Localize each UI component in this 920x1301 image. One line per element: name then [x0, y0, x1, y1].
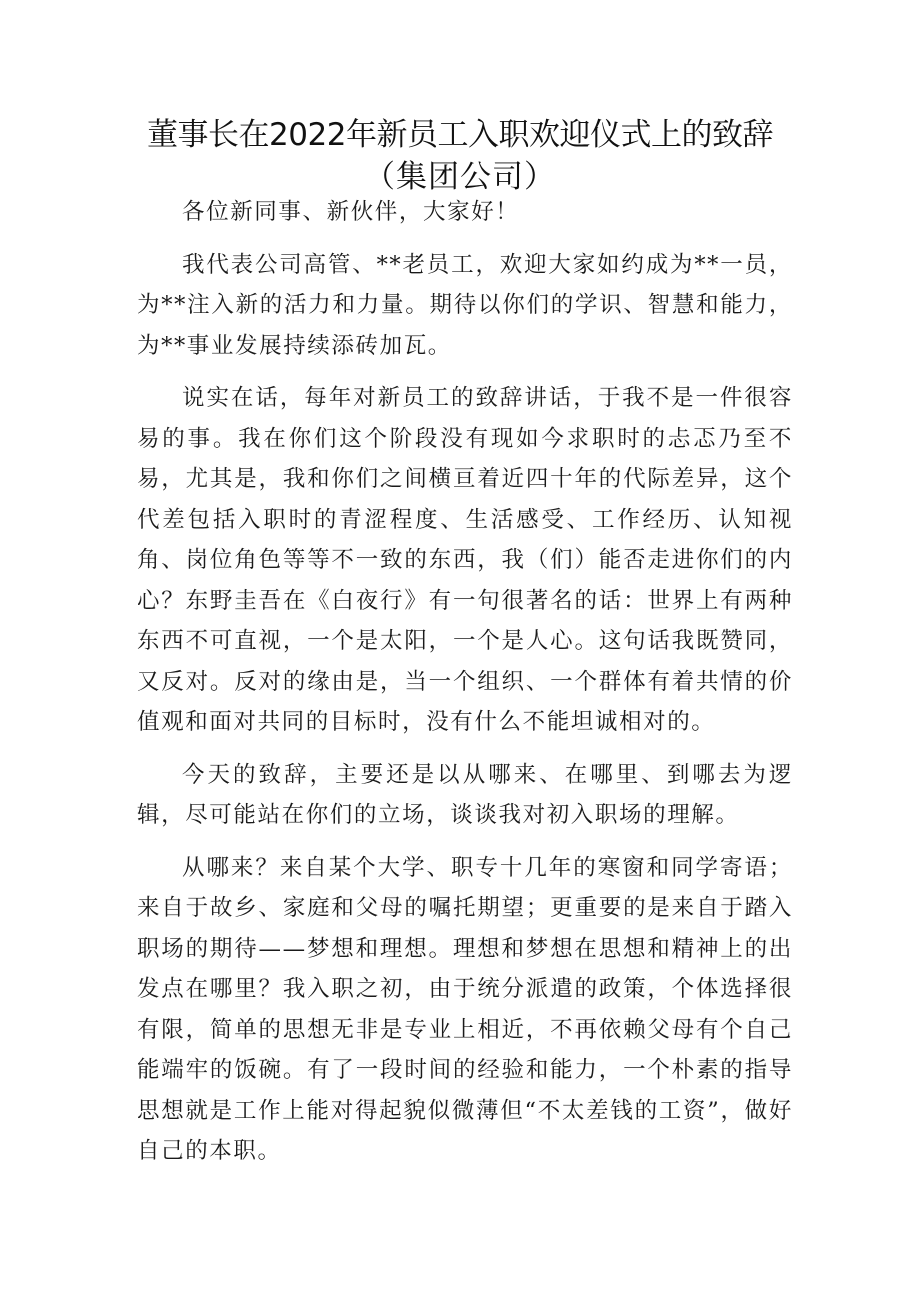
body-paragraph-1: 我代表公司高管、**老员工，欢迎大家如约成为**一员，为**注入新的活力和力量。期待以你们的学识、智慧和能力，为**事业发展持续添砖加瓦。: [137, 251, 793, 359]
body-paragraph-3: 今天的致辞，主要还是以从哪来、在哪里、到哪去为逻辑，尽可能站在你们的立场，谈谈我对初入职场的理解。: [137, 761, 793, 828]
document-subtitle: （集团公司）: [364, 159, 556, 195]
body-paragraph-4: 从哪来？来自某个大学、职专十几年的寒窗和同学寄语；来自于故乡、家庭和父母的嘱托期望；更重要的是来自于踏入职场的期待——梦想和理想。理想和梦想在思想和精神上的出发点在哪里？我入职之初，由于统分派遣的政策，个体选择很有限，简单的思想无非是专业上相近，不再依赖父母有个自己能端牢的饭碗。有了一段时间的经验和能力，一个朴素的指导思想就是工作上能对得起貌似微薄但“不太差钱的工资”，做好自己的本职。: [137, 854, 793, 1164]
document-title: 董事长在2022年新员工入职欢迎仪式上的致辞: [147, 117, 773, 153]
body-paragraph-2: 说实在话，每年对新员工的致辞讲话，于我不是一件很容易的事。我在你们这个阶段没有现如今求职时的忐忑乃至不易，尤其是，我和你们之间横亘着近四十年的代际差异，这个代差包括入职时的青涩程度、生活感受、工作经历、认知视角、岗位角色等等不一致的东西，我（们）能否走进你们的内心？东野圭吾在《白夜行》有一句很著名的话：世界上有两种东西不可直视，一个是太阳，一个是人心。这句话我既赞同，又反对。反对的缘由是，当一个组织、一个群体有着共情的价值观和面对共同的目标时，没有什么不能坦诚相对的。: [137, 385, 793, 735]
greeting-paragraph: 各位新同事、新伙伴，大家好！: [182, 199, 520, 225]
document-body: [137, 192, 793, 1172]
